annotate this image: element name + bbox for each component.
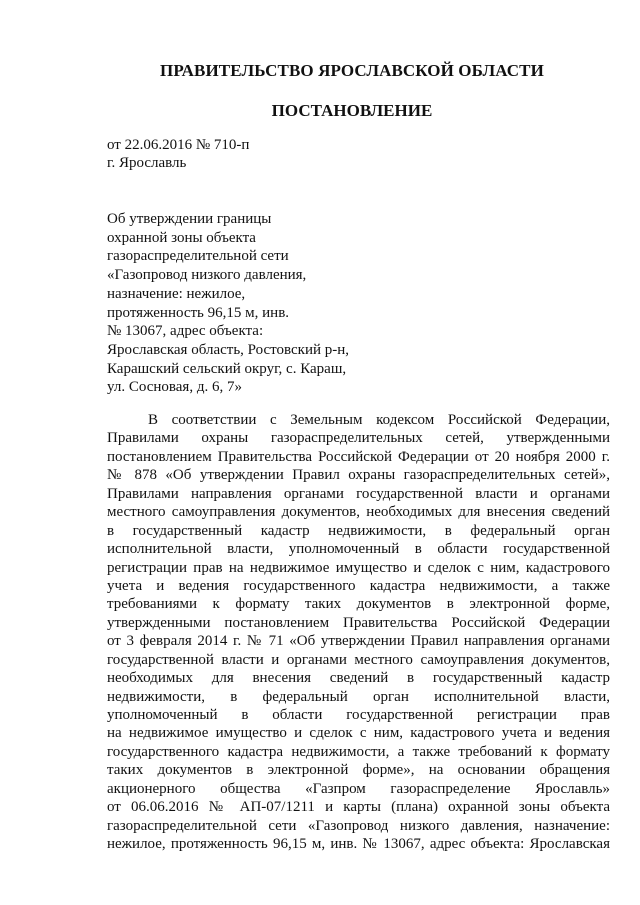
body-line: требованиями к формату таких документов в электронной форме, [107, 596, 610, 613]
body-line: таких документов в электронной форме», на основании обращения [107, 762, 610, 779]
subject-line: протяженность 96,15 м, инв. [107, 304, 290, 321]
body-line: учета и ведения государственного кадастра недвижимости, а также [107, 577, 610, 594]
body-line: государственного кадастра недвижимости, а также требований к формату [107, 743, 610, 760]
subject-line: Карашский сельский округ, с. Караш, [107, 360, 347, 377]
body-line: недвижимости, в федеральный орган исполнительной власти, [107, 688, 610, 705]
body-line: газораспределительной сети «Газопровод низкого давления, назначение: [107, 817, 610, 834]
body-line: нежилое, протяженность 96,15 м, инв. № 13067, адрес объекта: Ярославская [107, 836, 610, 853]
subject-line: «Газопровод низкого давления, [107, 267, 307, 284]
body-line: от 3 февраля 2014 г. № 71 «Об утверждении Правил направления органами [107, 633, 610, 650]
subject-line: охранной зоны объекта [107, 229, 256, 246]
body-line: акционерного общества «Газпром газораспределение Ярославль» [107, 780, 610, 797]
document-body [107, 411, 610, 854]
subject-line: Ярославская область, Ростовский р-н, [107, 341, 350, 358]
body-line: местного самоуправления документов, необходимых для внесения сведений [107, 504, 610, 521]
body-line: на недвижимое имущество и сделок с ним, кадастрового учета и ведения [107, 725, 610, 742]
body-line: утвержденными постановлением Правительства Российской Федерации [107, 614, 610, 631]
body-line: в государственный кадастр недвижимости, в федеральный орган [107, 522, 610, 539]
body-line: государственной власти и органами местного самоуправления документов, [107, 651, 610, 668]
subject-line: Об утверждении границы [107, 211, 272, 227]
document-meta [107, 136, 249, 172]
body-line: уполномоченный в области государственной регистрации прав [107, 707, 610, 723]
subject-line: назначение: нежилое, [107, 285, 246, 302]
body-line: исполнительной власти, уполномоченный в области государственной [107, 541, 610, 558]
subject-line: газораспределительной сети [107, 248, 289, 265]
date-number-line: от 22.06.2016 № 710-п [107, 137, 250, 153]
government-title: ПРАВИТЕЛЬСТВО ЯРОСЛАВСКОЙ ОБЛАСТИ [160, 61, 544, 80]
body-line: № 878 «Об утверждении Правил охраны газораспределительных сетей», [107, 467, 610, 484]
subject-line: № 13067, адрес объекта: [107, 323, 264, 340]
body-line: регистрации прав на недвижимое имущество и сделок с ним, кадастрового [107, 559, 610, 576]
city-line: г. Ярославль [107, 155, 187, 171]
body-line: постановлением Правительства Российской Федерации от 20 ноября 2000 г. [107, 448, 610, 465]
body-line: необходимых для внесения сведений в государственный кадастр [107, 670, 610, 687]
body-line: от 06.06.2016 № АП-07/1211 и карты (плана) охранной зоны объекта [107, 799, 610, 816]
subject-line: ул. Сосновая, д. 6, 7» [107, 379, 242, 396]
document-subject [107, 210, 407, 397]
body-line: Правилами направления органами государственной власти и органами [107, 485, 610, 502]
body-line: Правилами охраны газораспределительных сетей, утвержденными [107, 430, 610, 447]
document-type-heading: ПОСТАНОВЛЕНИЕ [271, 101, 433, 120]
body-line: В соответствии с Земельным кодексом Российской Федерации, [148, 412, 610, 428]
